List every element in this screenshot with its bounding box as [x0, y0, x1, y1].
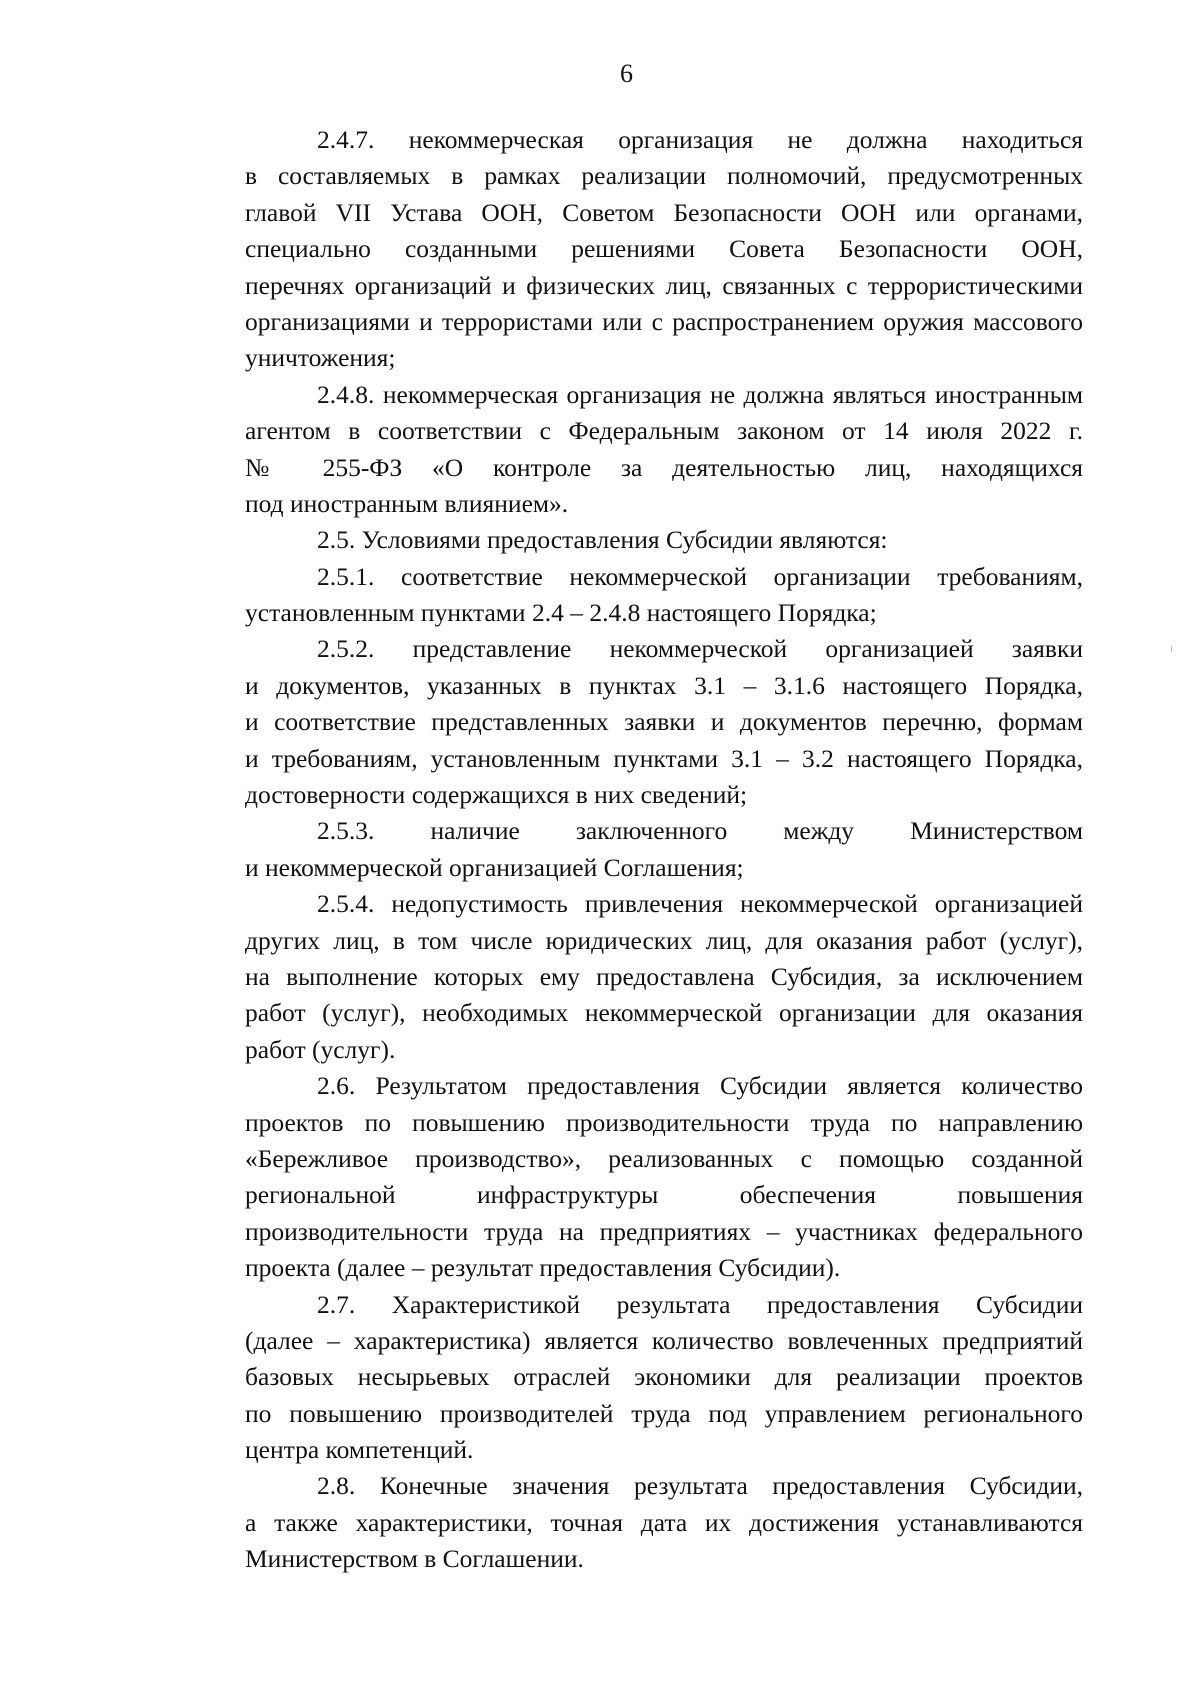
paragraph-2-8 [173, 1468, 1083, 1577]
paragraph-2-4-7 [173, 122, 1083, 377]
text-line: по повышению производителей труда под управлением регионального [245, 1398, 1083, 1428]
text-line: организациями и террористами или с распространением оружия массового [245, 306, 1083, 336]
paragraph-2-5-1 [173, 559, 1083, 632]
text-line: проекта (далее – результат предоставления Субсидии). [245, 1253, 841, 1283]
text-line: установленным пунктами 2.4 – 2.4.8 настоящего Порядка; [245, 598, 877, 628]
text-line: 2.6. Результатом предоставления Субсидии является количество [317, 1071, 1083, 1101]
paragraph-2-5-4 [173, 886, 1083, 1068]
text-line: базовых несырьевых отраслей экономики для реализации проектов [245, 1362, 1083, 1392]
text-line: агентом в соответствии с Федеральным законом от 14 июля 2022 г. [245, 416, 1083, 446]
text-line: а также характеристики, точная дата их достижения устанавливаются [245, 1507, 1083, 1537]
text-line: 2.7. Характеристикой результата предоставления Субсидии [317, 1289, 1083, 1319]
text-line: проектов по повышению производительности труда по направлению [245, 1107, 1083, 1137]
text-line: и документов, указанных в пунктах 3.1 – 3.1.6 настоящего Порядка, [245, 670, 1083, 700]
paragraph-2-5-2 [173, 631, 1083, 813]
text-line: достоверности содержащихся в них сведений; [245, 780, 748, 810]
text-line: работ (услуг). [245, 1034, 396, 1064]
scan-speck [1171, 646, 1172, 652]
text-line: и некоммерческой организацией Соглашения; [245, 852, 744, 882]
paragraph-2-7 [173, 1287, 1083, 1469]
text-line: главой VII Устава ООН, Советом Безопасности ООН или органами, [245, 197, 1083, 227]
text-line: 2.4.7. некоммерческая организация не должна находиться [317, 125, 1083, 154]
text-line: и соответствие представленных заявки и документов перечню, формам [245, 707, 1083, 737]
document-body [173, 122, 1083, 1578]
text-line: производительности труда на предприятиях – участниках федерального [245, 1216, 1083, 1246]
text-line: 2.5. Условиями предоставления Субсидии являются: [317, 525, 888, 555]
text-line: в составляемых в рамках реализации полномочий, предусмотренных [245, 161, 1083, 191]
paragraph-2-6 [173, 1068, 1083, 1286]
paragraph-2-5-3 [173, 813, 1083, 886]
text-line: перечнях организаций и физических лиц, связанных с террористическими [245, 270, 1083, 300]
text-line: 2.8. Конечные значения результата предоставления Субсидии, [317, 1471, 1083, 1501]
text-line: специально созданными решениями Совета Безопасности ООН, [245, 234, 1083, 264]
text-line: 2.5.3. наличие заключенного между Министерством [317, 816, 1083, 846]
page-number: 6 [620, 59, 633, 88]
text-line: «Бережливое производство», реализованных с помощью созданной [245, 1143, 1083, 1173]
text-line: уничтожения; [245, 343, 396, 373]
text-line: под иностранным влиянием». [245, 488, 569, 518]
text-line: региональной инфраструктуры обеспечения повышения [245, 1180, 1083, 1210]
paragraph-2-4-8 [173, 377, 1083, 523]
text-line: центра компетенций. [245, 1435, 474, 1465]
text-line: 2.5.4. недопустимость привлечения некоммерческой организацией [317, 889, 1083, 919]
text-line: Министерством в Соглашении. [245, 1544, 584, 1574]
text-line: (далее – характеристика) является количество вовлеченных предприятий [245, 1325, 1083, 1355]
text-line: 2.5.2. представление некоммерческой организацией заявки [317, 634, 1083, 664]
text-line: и требованиям, установленным пунктами 3.1 – 3.2 настоящего Порядка, [245, 743, 1083, 773]
text-line: других лиц, в том числе юридических лиц, для оказания работ (услуг), [245, 925, 1083, 955]
text-line: № 255-ФЗ «О контроле за деятельностью лиц, находящихся [245, 452, 1083, 482]
text-line: 2.4.8. некоммерческая организация не должна являться иностранным [317, 379, 1083, 409]
text-line: работ (услуг), необходимых некоммерческой организации для оказания [245, 998, 1083, 1028]
text-line: на выполнение которых ему предоставлена Субсидия, за исключением [245, 961, 1083, 991]
text-line: 2.5.1. соответствие некоммерческой организации требованиям, [317, 561, 1083, 591]
paragraph-2-5 [173, 522, 1083, 558]
